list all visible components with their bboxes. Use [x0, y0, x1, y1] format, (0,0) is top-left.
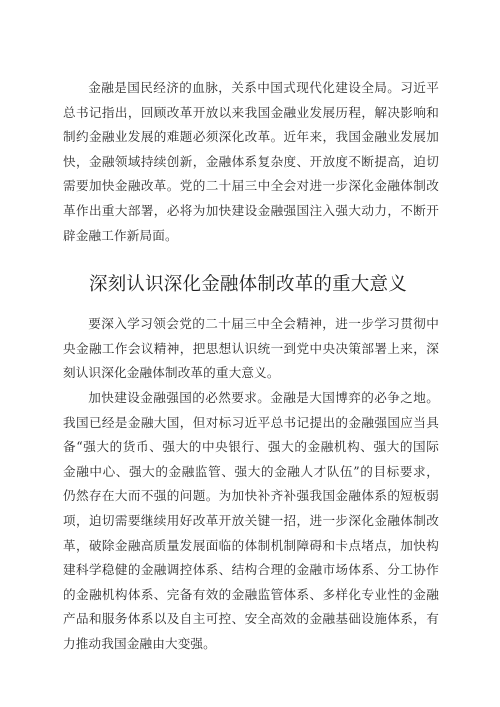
section-paragraph-1: 要深入学习领会党的二十届三中全会精神，进一步学习贯彻中央金融工作会议精神，把思想认识统一到党中央决策部署上来，深刻认识深化金融体制改革的重大意义。: [63, 316, 439, 381]
section-heading: 深刻认识深化金融体制改革的重大意义: [89, 274, 407, 296]
section-paragraph-2: 加快建设金融强国的必然要求。金融是大国博弈的必争之地。我国已经是金融大国，但对标习近平总书记提出的金融强国应当具备“强大的货币、强大的中央银行、强大的金融机构、强大的国际金融中心、强大的金融监管、强大的金融人才队伍”的目标要求，仍然存在大而不强的问题。为加快补齐补强我国金融体系的短板弱项，迫切需要继续用好改革开放关键一招，进一步深化金融体制改革，破除金融高质量发展面临的体制机制障碍和卡点堵点，加快构建科学稳健的金融调控体系、结构合理的金融市场体系、分工协作的金融机构体系、完备有效的金融监管体系、多样化专业性的金融产品和服务体系以及自主可控、安全高效的金融基础设施体系，有力推动我国金融由大变强。: [63, 389, 439, 651]
document-body: [63, 76, 439, 656]
intro-paragraph: 金融是国民经济的血脉，关系中国式现代化建设全局。习近平总书记指出，回顾改革开放以来我国金融业发展历程，解决影响和制约金融业发展的难题必须深化改革。近年来，我国金融业发展加快，金融领域持续创新，金融体系复杂度、开放度不断提高，迫切需要加快金融改革。党的二十届三中全会对进一步深化金融体制改革作出重大部署，必将为加快建设金融强国注入强大动力，不断开辟金融工作新局面。: [63, 80, 439, 243]
